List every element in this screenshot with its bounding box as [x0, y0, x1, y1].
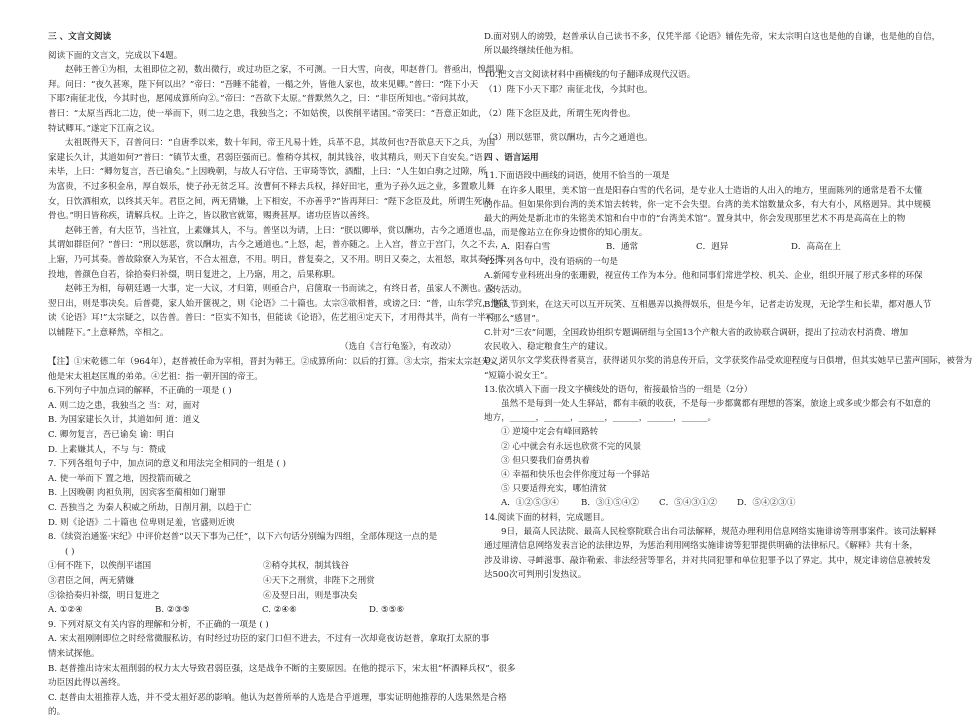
passage-source: （选自《言行龟鉴》，有改动）: [339, 342, 456, 353]
sentence-item: ③ 但只要我们奋勇执着: [501, 455, 590, 466]
question-6: [48, 384, 476, 457]
sentence-item: ② 心中就会有永远也欣赏不完的风景: [501, 441, 642, 452]
option-d: D．诺贝尔文学奖获得者莫言，获得诺贝尔奖的消息传开后，文学获奖作品受欢迎程度与日俱增，但其实她早已蜚声国际，被誉为: [484, 356, 972, 367]
passage-line: 以辅陛下。”上意释然，卒相之。: [48, 327, 169, 338]
passage-line: 投地，普颜色自若，徐拾奏归补缀，明日复进之，上乃寤，用之，后果称职。: [48, 269, 341, 280]
passage-line: 上寤，乃可其奏。普故除寮入为某官，不合太祖意，不用。明日，普复奏之，又不用。明日又奏之，太祖怒，取其奏坏掷: [48, 254, 504, 265]
option-c-cont: 农民收入、稳定粮食生产的建议。: [484, 342, 613, 353]
item: ④天下之刑赏，非陛下之刑赏: [263, 575, 375, 586]
para-line: 最大的两处是新北市的朱铭美术馆和台中市的“台湾美术馆”。置身其中，你会发现那里艺术不再是高高在上的物: [484, 214, 906, 225]
passage-line: 其谓如群臣何？”普曰：“刑以惩恶，赏以酬功，古今之通道也。”上怒，起，普亦随之。上入宫，普立于宫门，久之不去，: [48, 240, 504, 251]
passage-line: 骨也。”明日皆称疾，请解兵权。上许之，皆以散官就第，赐赉甚厚。诸功臣皆以善终。: [48, 211, 375, 222]
translation-item: （2）陛下念臣及此，所谓生死肉骨也。: [484, 108, 636, 119]
question-11: [484, 169, 931, 255]
translation-item: （1）陛下小天下耶？南征北伐，今其时也。: [484, 84, 653, 95]
option-b: B.愚人节到来，在这天可以互开玩笑、互相愚弄以换得娱乐，但是今年，记者走访发现，无论学生和长辈，都对愚人节: [484, 299, 932, 310]
option-c: C．迥异: [696, 242, 729, 253]
option-c: C. ②④⑥: [262, 605, 297, 616]
option-a-cont: 宣传活动。: [484, 285, 527, 296]
sentence-item: ① 逆境中定会有峰回路转: [501, 427, 599, 438]
question-stem: 13.依次填入下面一段文字横线处的语句，衔接最恰当的一组是（2分）: [484, 384, 753, 395]
translation-item: （3）刑以惩罪，赏以酬功，古今之通道也。: [484, 133, 653, 144]
option-c: C．⑤④③①②: [659, 498, 718, 509]
item-row: [48, 589, 476, 604]
item-row: [48, 559, 476, 574]
option-b: B. ②③⑤: [155, 605, 190, 616]
option-a: A．阳春白雪: [501, 242, 551, 253]
option-d-cont: 所以最终继续任他为相。: [484, 46, 579, 57]
option-b-cont: 功臣因此得以善终。: [48, 678, 126, 689]
question-7: [48, 457, 476, 530]
option-c: C. 吾独当之 为秦人积威之所劫，日削月割，以趋于亡: [48, 503, 252, 513]
section-title-classical: 三 、文言文阅读: [48, 32, 112, 42]
question-9-option-d: [484, 30, 941, 58]
option-b: B. 为国家建长久计，其道如何 道：道义: [48, 415, 201, 426]
passage-line: 拜。问曰：“夜久甚寒，陛下何以出？”帝曰：“吾睡不能着，一榻之外，皆他人家也，故来见卿。”普曰：“陛下小天: [48, 79, 479, 90]
question-9: [48, 618, 516, 720]
para-line: 虽然不是每到一处人生驿站，都有丰硕的收获，不是每一步都冀都有理想的答案，旅途上或多或少都会有不如意的: [501, 399, 931, 410]
passage-line: 家建长久计，其道如何?”普曰：“镇节太重，君弱臣强而已。惟稍夺其权，制其钱谷，收其精兵，则天下自安矣。”语: [48, 152, 483, 163]
option-b: B. 赵普推出诗宋太祖削弱的权力太大导致君弱臣强，这是战争不断的主要原因。在他的提示下，宋太祖“杯酒释兵权”，很多: [48, 663, 516, 674]
passage-line: 翌日出，则是事决矣。后普薨，家人始开箧视之，则《论语》二十篇也。太宗③欲相普，或谤之曰：“普，山东学究，惟能: [48, 298, 508, 309]
item: ⑤徐拾奏归补缀，明日复进之: [48, 590, 160, 601]
question-stem: 10.把文言文阅读材料中画横线的句子翻译成现代汉语。: [484, 70, 696, 81]
para-line: 品，而是像站立在你身边惯你的知心朋友。: [484, 228, 648, 239]
option-d-cont: “短篇小说女王”。: [484, 370, 553, 381]
passage-line: 女，日饮酒相欢，以终其天年。君臣之间，两无猜嫌，上下相安，不亦善乎?”皆再拜曰：“陛下念臣及此，所谓生死肉: [48, 196, 492, 207]
item: ②稍夺其权，制其钱谷: [263, 561, 349, 572]
question-stem: 7. 下列各组句子中，加点词的意义和用法完全相同的一组是 ( ): [48, 459, 286, 470]
option-c: C. 赵普由太祖推荐人选，并不受太祖好恶的影响。他认为赵普所举的人选是合乎道理，事实证明他推荐的人选果然是合格: [48, 692, 507, 703]
option-a: A. 使一举而下 置之地，因投箭而破之: [48, 473, 192, 484]
item: ①何不陛下，以俟削平诸国: [48, 561, 152, 572]
passage-line: 太祖既得天下，召普问曰：“自唐季以来，数十年间，帝王凡易十姓，兵革不息，其故何也?吾欲息天下之兵，为国: [65, 138, 496, 149]
option-d: D．⑤④②③①: [737, 498, 796, 509]
question-stem: 8.《续资治通鉴·宋纪》中评价赵普“以天下事为己任”，以下六句话分别编为四组，全部体现这一点的是: [48, 532, 438, 543]
passage-line: 未毕，上曰：“卿勿复言，吾已谕矣。”上因晚朝，与故人石守信、王审琦等饮，酒酣，上曰：“人生如白驹之过隙，所: [48, 167, 487, 178]
question-stem: 11.下面语段中画线的词语，使用不恰当的一项是: [484, 171, 670, 182]
item: ⑥及翌日出，则是事决矣: [263, 590, 358, 601]
option-d: D．高高在上: [791, 242, 841, 253]
question-13: [484, 383, 931, 511]
passage-line: 读《论语》耳!”太宗疑之，以告普。普曰：“臣实不知书，但能读《论语》，佐艺祖④定天下，才用得其半，尚有一半可: [48, 313, 495, 324]
option-a: A. ①②④: [48, 605, 83, 616]
option-a: A. 宋太祖刚刚即位之时经常微服私访，有时经过功臣的家门口但不进去，不过有一次却竟夜访赵普，拿取打太原的事: [48, 634, 490, 645]
passage-line: 普曰：“太原当西北二边，使一举而下，则二边之患，我独当之；不如姑俟，以俟削平诸国。”帝笑曰：“吾意正如此，: [48, 108, 487, 119]
option-b: B．通常: [606, 242, 639, 253]
option-b-cont: 不那么“感冒”。: [484, 313, 545, 324]
right-column: [484, 30, 972, 582]
para-line: 9日，最高人民法院、最高人民检察院联合出台司法解释，规范办理利用信息网络实施诽谤等刑事案件。该司法解释: [501, 527, 937, 538]
sentence-item: ⑤ 只要适得充实，哪怕清贫: [501, 484, 607, 495]
section-title-language: 四 、语言运用: [484, 153, 539, 164]
option-a: A. 则二边之患，我独当之 当：对，面对: [48, 400, 200, 411]
item-row: [48, 574, 476, 589]
passage-line: 赵韩王为相，每朝廷遇一大事，定一大议，才归第，则亟合户，启箧取一书而读之，有终日者，虽家人不测也。及: [65, 284, 495, 295]
sentence-item: ④ 幸福和快乐也会伴你度过每一个驿站: [501, 470, 650, 481]
passage-line: 特试卿耳。”遂定下江南之议。: [48, 123, 160, 134]
option-b: B．③①⑤④②: [581, 498, 639, 509]
passage-line: 赵韩王普，有大臣节，当社宜，上素嫌其人，不与。普坚以为请，上曰：“朕以卿举，赏以酬功，古今之通道也，: [65, 225, 491, 236]
question-10: [484, 68, 908, 145]
option-row: [484, 240, 908, 255]
option-c: C. 卿勿复言，吾已谕矣 谕：明白: [48, 430, 175, 441]
question-14: [484, 511, 937, 582]
question-stem: 14.阅读下面的材料，完成题目。: [484, 513, 610, 524]
reading-intro: 阅读下面的文言文，完成以下4题。: [48, 50, 183, 61]
para-line: 达500次可判刑引发热议。: [484, 569, 587, 580]
option-d: D.面对别人的谤毁，赵普承认自己读书不多，仅凭半部《论语》辅佐先帝，宋太宗明白这也是他的自谦，也是他的自信，: [484, 32, 941, 42]
option-c-cont: 的。: [48, 707, 66, 718]
passage-line: 赵韩王普①为相，太祖即位之初，数出微行，或过功臣之家，不可测。一日大雪，向夜，叩赵普门。普亟出，惶惧迎: [65, 65, 504, 76]
item: ③君臣之间，两无猜嫌: [48, 575, 134, 586]
note-line: 【注】①宋乾德二年（964年），赵普被任命为宰相，晋封为韩王。②成算所向：以后的打算。③太宗，指宋太宗赵光义，: [48, 357, 507, 368]
question-stem: 9. 下列对原文有关内容的理解和分析，不正确的一项是 ( ): [48, 619, 269, 630]
question-stem: 12.下列各句中，没有语病的一句是: [484, 257, 618, 268]
option-d: D. 则《论语》二十篇也 位卑则足羞，官盛则近谀: [48, 517, 235, 528]
option-row: [48, 603, 476, 618]
option-d: D. ⑤⑤⑥: [369, 605, 405, 616]
note-line: 他是宋太祖赵匡胤的弟弟。④艺祖：指一朝开国的帝王。: [48, 371, 263, 382]
passage-line: 为富贵，不过多积金帛，厚自娱乐，使子孙无贫乏耳。汝曹何不释去兵权，择好田宅，重为子孙久远之业，多置歌儿舞: [48, 181, 495, 192]
passage-line: 下耶?南征北伐，今其时也，愿闻成算所向②。”帝曰：“吾欲下太原。”普默然久之，曰：“非臣所知也。”帝问其故，: [48, 94, 475, 105]
para-line: 通过厘清信息网络发表言论的法律边界，为惩治利用网络实施诽谤等犯罪提供明确的法律标尺。《解释》共有十条，: [484, 541, 918, 552]
question-8: [48, 530, 476, 618]
option-a: A.新闻专业科班出身的张珊毅，视宣传工作为本分。他和同事们常进学校、机关、企业，组织开展了形式多样的环保: [484, 271, 923, 282]
para-line: 在许多人眼里，美术馆一直是阳春白雪的代名词，是专业人士造诣的人出入的地方，里面陈列的通常是看不太懂: [501, 185, 923, 196]
question-12: [484, 255, 972, 383]
question-stem: 6.下列句子中加点词的解释，不正确的一项是 ( ): [48, 386, 232, 397]
para-line: 的作品。但如果你到台湾的美术馆去转转，你一定不会失望。台湾的美术馆数量众多，有大有小，风格迥异。其中规模: [484, 199, 931, 210]
para-line: 地方，______，______，______，______，______，______。: [484, 413, 717, 424]
answer-paren: ( ): [65, 546, 75, 557]
option-d: D. 上素嫌其人，不与 与：赞成: [48, 444, 166, 455]
option-c: C.针对“三农”问题，全国政协组织专题调研组与全国13个产粮大省的政协联合调研，提出了拉动农村消费、增加: [484, 328, 909, 339]
para-line: 涉及诽谤、寻衅滋事、敲诈勒索、非法经营等罪名，并对共同犯罪和单位犯罪予以了界定。其中，规定诽谤信息被转发: [484, 555, 931, 566]
option-a-cont: 情来试探他。: [48, 648, 100, 659]
option-row: [484, 496, 908, 511]
option-a: A．①②⑤③④: [501, 498, 559, 509]
option-b: B. 上因晚朝 肉袒负荆，因宾客至蔺相如门谢罪: [48, 488, 226, 499]
